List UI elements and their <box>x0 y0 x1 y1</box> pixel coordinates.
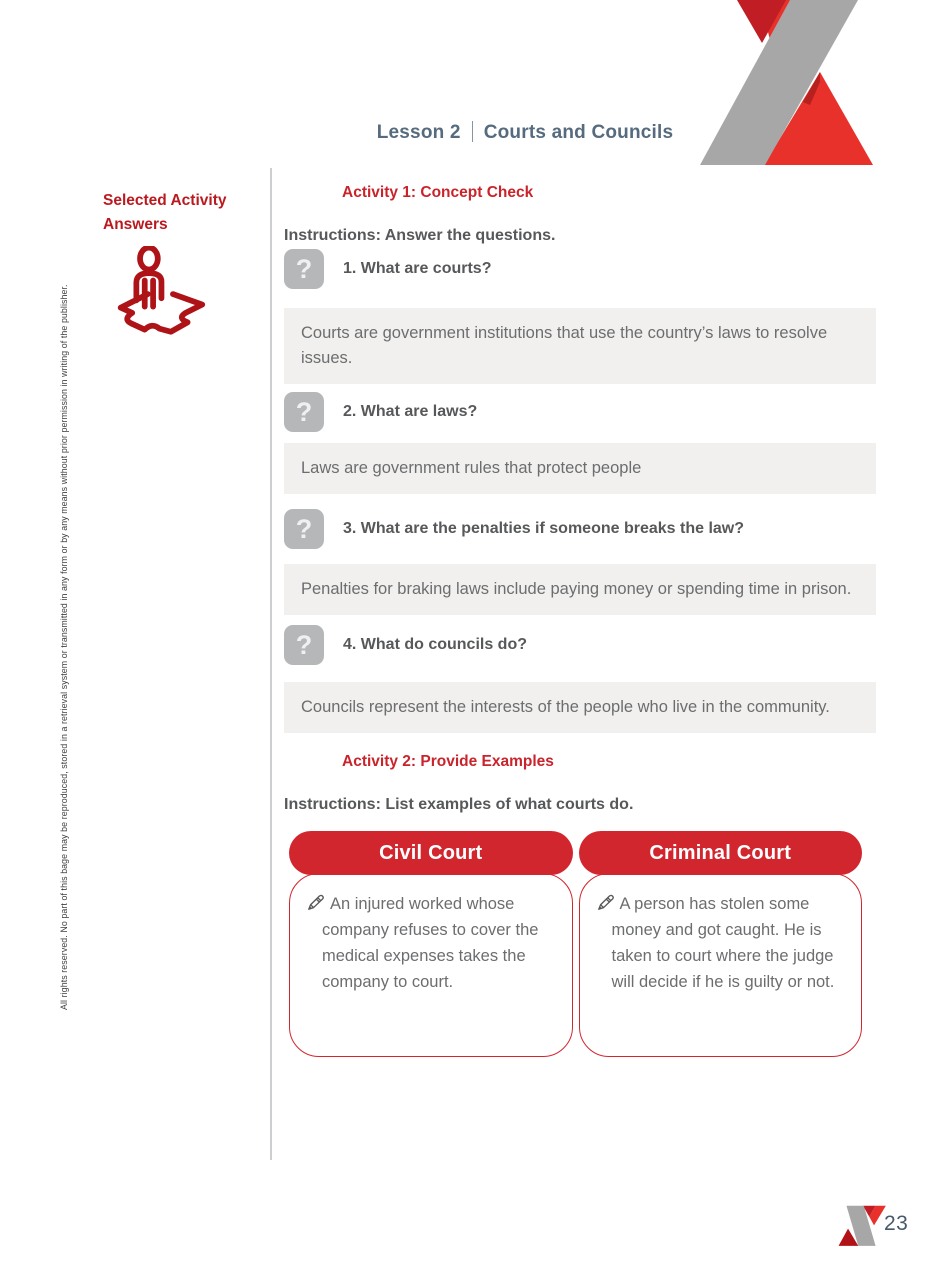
copyright-notice: All rights reserved. No part of this bage may be reproduced, stored in a retrieval system or transmitted in any form or by any means without prior permission in writing of the publisher. <box>59 284 69 1010</box>
vertical-divider <box>270 168 272 1160</box>
question-row <box>284 249 876 289</box>
title-separator <box>472 121 473 142</box>
criminal-court-body <box>579 873 863 1057</box>
civil-court-example: An injured worked whose company refuses to cover the medical expenses takes the company to court. <box>322 895 539 991</box>
question-row <box>284 509 876 549</box>
criminal-court-text <box>596 891 846 995</box>
civil-court-body <box>289 873 573 1057</box>
answer-box: Laws are government rules that protect people <box>284 443 876 494</box>
question-label: 3. What are the penalties if someone breaks the law? <box>343 520 745 537</box>
question-label: 2. What are laws? <box>343 403 478 420</box>
answer-box: Councils represent the interests of the people who live in the community. <box>284 682 876 733</box>
person-on-puzzle-icon <box>110 246 215 338</box>
question-mark-icon: ? <box>284 625 324 665</box>
court-cards <box>289 831 862 1057</box>
civil-court-text <box>306 891 556 995</box>
page-title <box>270 121 780 144</box>
brand-x-logo-small <box>837 1199 889 1255</box>
criminal-court-example: A person has stolen some money and got caught. He is taken to court where the judge will decide if he is guilty or not. <box>611 895 835 991</box>
pencil-icon <box>596 893 615 912</box>
question-mark-icon: ? <box>284 509 324 549</box>
answer-box: Courts are government institutions that use the country’s laws to resolve issues. <box>284 308 876 384</box>
activity2-heading: Activity 2: Provide Examples <box>342 753 554 770</box>
lesson-name: Courts and Councils <box>483 122 674 143</box>
civil-court-card <box>289 831 573 1057</box>
criminal-court-card <box>579 831 863 1057</box>
page-number: 23 <box>884 1212 909 1235</box>
question-mark-icon: ? <box>284 249 324 289</box>
main-content <box>284 184 876 1057</box>
question-label: 1. What are courts? <box>343 260 492 277</box>
question-label: 4. What do councils do? <box>343 636 527 653</box>
activity1-instructions: Instructions: Answer the questions. <box>284 227 556 244</box>
sidebar-heading: Selected Activity Answers <box>103 192 227 233</box>
activity1-heading: Activity 1: Concept Check <box>342 184 534 201</box>
lesson-label: Lesson 2 <box>376 122 461 143</box>
criminal-court-title: Criminal Court <box>579 831 863 875</box>
civil-court-title: Civil Court <box>289 831 573 875</box>
answer-box: Penalties for braking laws include paying money or spending time in prison. <box>284 564 876 615</box>
question-row <box>284 392 876 432</box>
activity2-instructions: Instructions: List examples of what courts do. <box>284 796 634 813</box>
pencil-icon <box>306 893 325 912</box>
question-mark-icon: ? <box>284 392 324 432</box>
question-row <box>284 625 876 665</box>
